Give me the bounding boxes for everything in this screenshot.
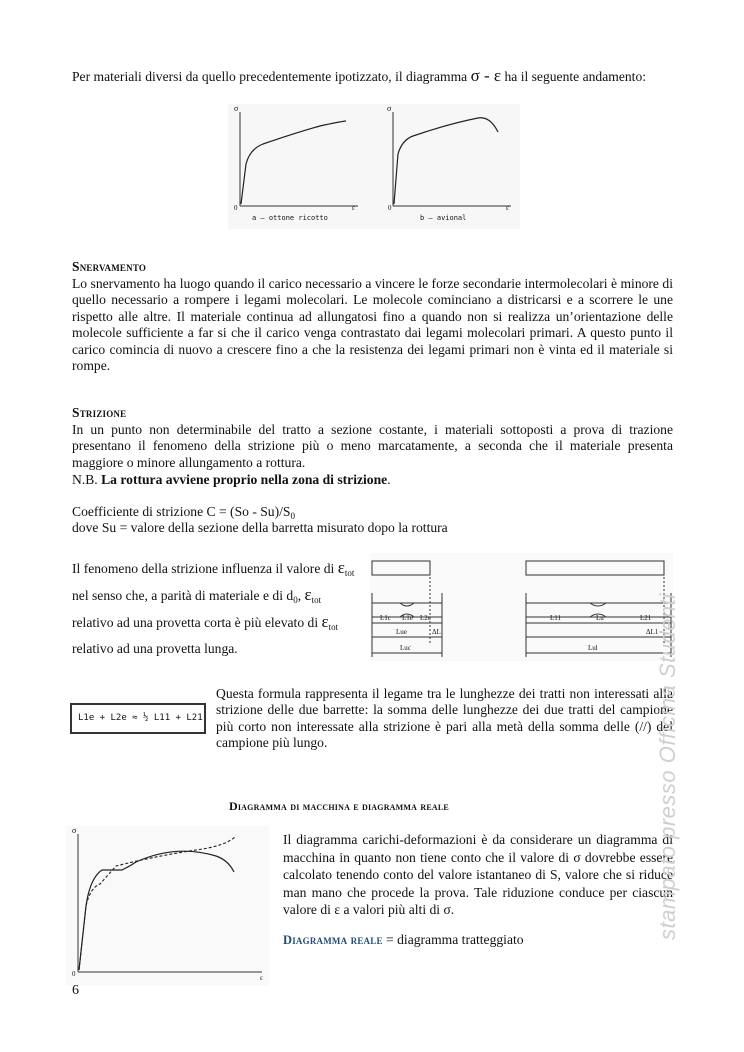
snervamento-body: Lo snervamento ha luogo quando il carico necessario a vincere le forze secondarie intermolecolari è minore di quello necessario a rompere i legami molecolari. Le molecole cominciano a districarsi e a scorrere le une rispetto alle altre. Il materiale continua ad allungatosi fino a quando non si realizza un’orientazione delle molecole sufficiente a far si che il carico venga contrastato dai legami molecolari primari. A questo punto il carico comincia di nuovo a crescere fino a che la resistenza dei legami primari non è vinta ed il materiale si rompe.: [72, 276, 673, 374]
label-delta-l: ΔL: [432, 628, 441, 636]
dove-line: dove Su = valore della sezione della barretta misurato dopo la rottura: [72, 520, 448, 535]
epsilon-symbol: ε: [337, 558, 345, 577]
specimen-drawings: [370, 553, 673, 661]
label-l21: L21: [640, 614, 652, 622]
left-axis-y-label: σ: [234, 104, 239, 113]
influence-line-4: relativo ad una provetta lunga.: [72, 641, 238, 656]
nb-suffix: .: [387, 472, 391, 487]
left-figure-caption: a – ottone ricotto: [252, 214, 328, 222]
influence-line-3: [72, 611, 372, 638]
influence-line-2: [72, 584, 372, 611]
formula-text: L1e + L2e ≈ ½ L11 + L21: [78, 713, 203, 723]
label-lue: Lue: [396, 628, 407, 636]
left-axis-x-label: ε: [352, 204, 355, 212]
influence-line-1: [72, 557, 372, 584]
diagramma-reale-line: [283, 932, 524, 948]
strizione-heading: Strizione: [72, 405, 127, 420]
influence-line-2-text: nel senso che, a parità di materiale e di d: [72, 588, 294, 603]
d0-subscript: 0: [293, 595, 298, 605]
tot-subscript: tot: [328, 622, 339, 632]
intro-paragraph: [72, 66, 682, 86]
right-origin-label: 0: [388, 204, 392, 212]
left-origin-label: 0: [234, 204, 238, 212]
right-axis-y-label: σ: [387, 104, 392, 113]
right-axis-x-label: ε: [506, 204, 509, 212]
machine-vs-real-chart-image: [66, 826, 269, 986]
label-l1e: L1e: [402, 614, 413, 622]
snervamento-heading: Snervamento: [72, 259, 147, 274]
page-number: 6: [72, 983, 79, 998]
label-lu: Lu: [596, 614, 604, 622]
label-luc: Luc: [400, 644, 411, 652]
influence-line-1-text: Il fenomeno della strizione influenza il valore di: [72, 561, 338, 576]
label-lul: Lul: [588, 644, 598, 652]
formula-box: [70, 703, 206, 734]
right-figure-caption: b – avional: [420, 214, 467, 222]
nb-line: [72, 472, 391, 488]
diagramma-reale-label: Diagramma reale: [283, 933, 383, 947]
label-l2c: L2c: [420, 614, 431, 622]
machine-vs-real-diagram: [66, 826, 269, 986]
coefficient-subscript: 0: [290, 511, 295, 521]
coefficient-line: [72, 504, 295, 521]
stress-strain-curves-image: [228, 104, 520, 229]
sigma-epsilon-symbol: σ - ε: [470, 66, 502, 85]
strizione-body: In un punto non determinabile del tratto a sezione costante, i materiali sottoposti a prova di trazione presentano il fenomeno della strizione più o meno marcatamente, a seconda che il materiale presenta maggiore o minore allungamento a rottura.: [72, 422, 673, 470]
diagramma-body: Il diagramma carichi-deformazioni è da considerare un diagramma di macchina in quanto non tiene conto che il valore di σ dovrebbe essere calcolato tenendo conto del valore istantaneo di S, valore che si riduce man mano che procede la prova. Tale riduzione conduce per ciascun valore di ε a valori più alti di σ.: [283, 832, 673, 917]
tot-subscript: tot: [344, 568, 355, 578]
bottom-axis-x-label: ε: [260, 974, 263, 982]
diagramma-reale-suffix: = diagramma tratteggiato: [382, 932, 524, 947]
influence-paragraph: [72, 557, 372, 660]
influence-line-3-text: relativo ad una provetta corta è più elevato di: [72, 615, 322, 630]
bottom-axis-y-label: σ: [72, 826, 77, 835]
diagramma-heading: Diagramma di macchina e diagramma reale: [229, 799, 449, 813]
label-l11: L11: [550, 614, 562, 622]
influence-line-2-comma: ,: [297, 588, 305, 603]
nb-bold-text: La rottura avviene proprio nella zona di strizione: [101, 472, 388, 487]
epsilon-symbol: ε: [304, 585, 312, 604]
label-l1c: L1c: [380, 614, 391, 622]
label-delta-l1: ΔL1: [646, 628, 659, 636]
bottom-origin-label: 0: [72, 970, 76, 978]
watermark: [655, 540, 680, 960]
epsilon-symbol: ε: [321, 612, 329, 631]
formula-description: Questa formula rappresenta il legame tra le lunghezze dei tratti non interessati alla strizione delle due barrette: la somma delle lunghezze dei due tratti del campione più corto non interessate alla strizione è pari alla metà della somma delle (//) del campione più lungo.: [216, 686, 673, 751]
nb-prefix: N.B.: [72, 472, 102, 487]
intro-text-before: Per materiali diversi da quello precedentemente ipotizzato, il diagramma: [72, 69, 471, 84]
intro-text-after: ha il seguente andamento:: [501, 69, 647, 84]
stress-strain-figures: [228, 104, 520, 229]
specimen-figures: [370, 553, 673, 661]
coefficient-formula: Coefficiente di strizione C = (So - Su)/S: [72, 504, 291, 519]
tot-subscript: tot: [311, 595, 322, 605]
watermark-text: stampato presso Officina Studenti: [655, 593, 680, 940]
